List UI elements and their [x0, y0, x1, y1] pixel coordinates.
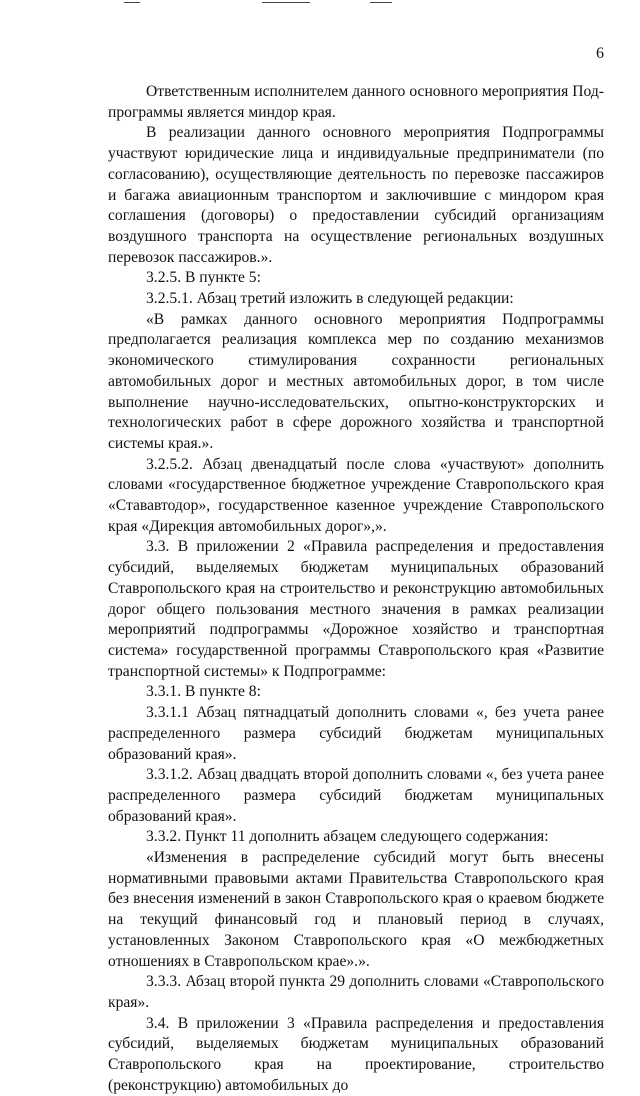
- paragraph: «В рамках данного основного мероприятия Подпрограммы предполагается реализация комплекса мер по созданию механизмов экономического стимулирования сохранности региональных автомобильных дорог и местных автомобильных дорог, в том числе выполнение научно-исследовательских, опытно-конструкторских и технологических работ в сфере дорожного хозяйства и транспортной системы края.».: [108, 310, 604, 452]
- paragraph: 3.3.2. Пункт 11 дополнить абзацем следующего содержания:: [146, 828, 549, 846]
- paragraph: 3.4. В приложении 3 «Правила распределения и предоставления субсидий, выделяемых бюджетам муниципальных образований Ставропольского края на проектирование, строительство (реконструкцию) автомобильных до: [108, 1014, 604, 1094]
- scan-mark: [262, 2, 310, 3]
- scan-mark: [370, 2, 392, 3]
- paragraph: 3.3.1.2. Абзац двадцать второй дополнить словами «, без учета ранее распределенного размера субсидий бюджетам муниципальных образований края».: [108, 766, 604, 825]
- paragraph: В реализации данного основного мероприятия Подпрограммы участвуют юридические лица и индивидуальные предприниматели (по согласованию), осуществляющие деятельность по перевозке пассажиров и багажа авиационным транспортом и заключившие с миндором края соглашения (договоры) о предоставлении субсидий организациям воздушного транспорта на осуществление региональных воздушных перевозок пассажиров.».: [108, 124, 604, 266]
- paragraph: 3.3. В приложении 2 «Правила распределения и предоставления субсидий, выделяемых бюджетам муниципальных образований Ставропольского края на строительство и реконструкцию автомобильных дорог общего пользования местного значения в рамках реализации мероприятий подпрограммы «Дорожное хозяйство и транспортная система» государственной программы Ставропольского края «Развитие транспортной системы» к Подпрограмме:: [108, 538, 604, 680]
- paragraph: 3.2.5. В пункте 5:: [146, 269, 261, 287]
- paragraph: 3.3.1. В пункте 8:: [146, 683, 261, 701]
- paragraph: 3.3.3. Абзац второй пункта 29 дополнить словами «Ставропольского края».: [108, 973, 604, 1011]
- paragraph: 3.3.1.1 Абзац пятнадцатый дополнить словами «, без учета ранее распределенного размера субсидий бюджетам муниципальных образований края».: [108, 704, 604, 763]
- top-scan-marks: [0, 0, 640, 6]
- paragraph: Ответственным исполнителем данного основного мероприятия Подпрограммы является миндор края.: [108, 83, 604, 121]
- paragraph: 3.2.5.1. Абзац третий изложить в следующей редакции:: [146, 290, 514, 308]
- page-number: 6: [596, 45, 604, 62]
- paragraph: 3.2.5.2. Абзац двенадцатый после слова «участвуют» дополнить словами «государственное бюджетное учреждение Ставропольского края «Стававтодор», государственное казенное учреждение Ставропольского края «Дирекция автомобильных дорог»,».: [108, 455, 604, 535]
- document-body: [108, 82, 604, 1096]
- scan-mark: [124, 2, 140, 3]
- paragraph: «Изменения в распределение субсидий могут быть внесены нормативными правовыми актами Правительства Ставропольского края без внесения изменений в закон Ставропольского края о краевом бюджете на текущий финансовый год и плановый период в случаях, установленных Законом Ставропольского края «О межбюджетных отношениях в Ставропольском крае».».: [108, 849, 604, 970]
